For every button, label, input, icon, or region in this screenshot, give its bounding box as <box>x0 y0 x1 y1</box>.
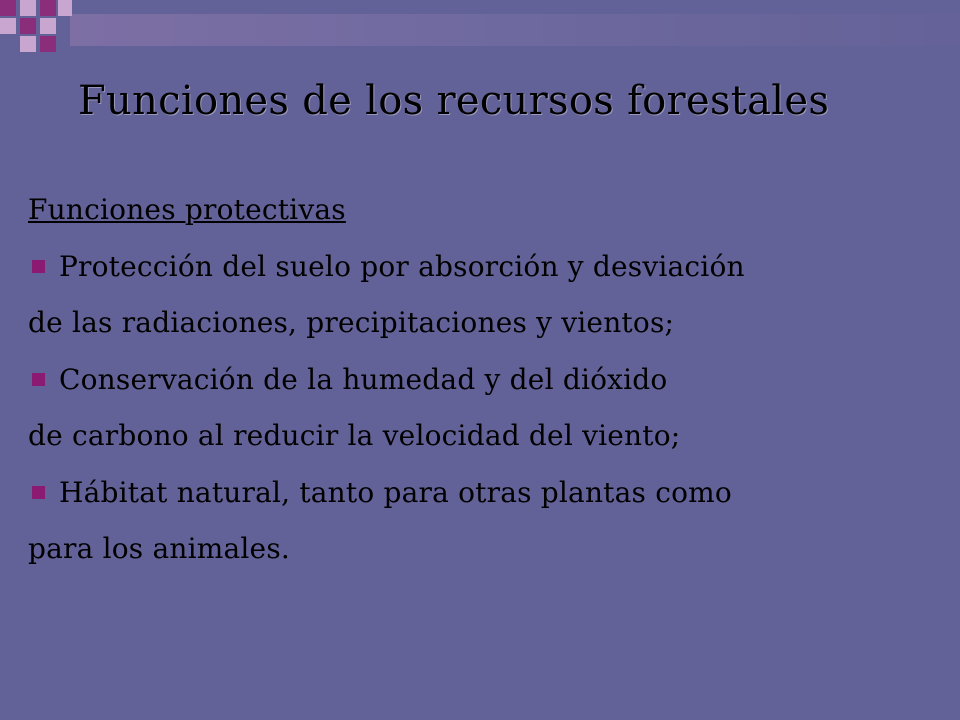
square-bullet-icon <box>32 373 45 386</box>
slide-body <box>28 182 938 578</box>
section-heading: Funciones protectivas <box>28 193 346 226</box>
bullet-item <box>28 239 938 296</box>
deco-square <box>20 36 36 52</box>
deco-square <box>40 18 56 34</box>
deco-square <box>40 36 56 52</box>
square-bullet-icon <box>32 260 45 273</box>
bullet-item <box>28 465 938 522</box>
header-decoration <box>0 0 960 60</box>
bullet-text: Conservación de la humedad y del dióxido <box>59 362 668 396</box>
bullet-item <box>28 352 938 409</box>
bullet-continuation: de las radiaciones, precipitaciones y vientos; <box>28 306 675 339</box>
deco-square <box>20 0 36 16</box>
deco-square <box>0 0 16 16</box>
bullet-continuation: de carbono al reducir la velocidad del viento; <box>28 419 681 452</box>
square-bullet-icon <box>32 486 45 499</box>
header-band <box>70 14 960 46</box>
bullet-continuation: para los animales. <box>28 532 290 565</box>
deco-square <box>40 0 56 16</box>
slide-title: Funciones de los recursos forestales <box>78 78 830 124</box>
deco-square <box>20 18 36 34</box>
deco-square <box>58 0 72 16</box>
deco-square <box>0 18 16 34</box>
bullet-text: Protección del suelo por absorción y desviación <box>59 249 745 283</box>
bullet-text: Hábitat natural, tanto para otras plantas como <box>59 475 732 509</box>
